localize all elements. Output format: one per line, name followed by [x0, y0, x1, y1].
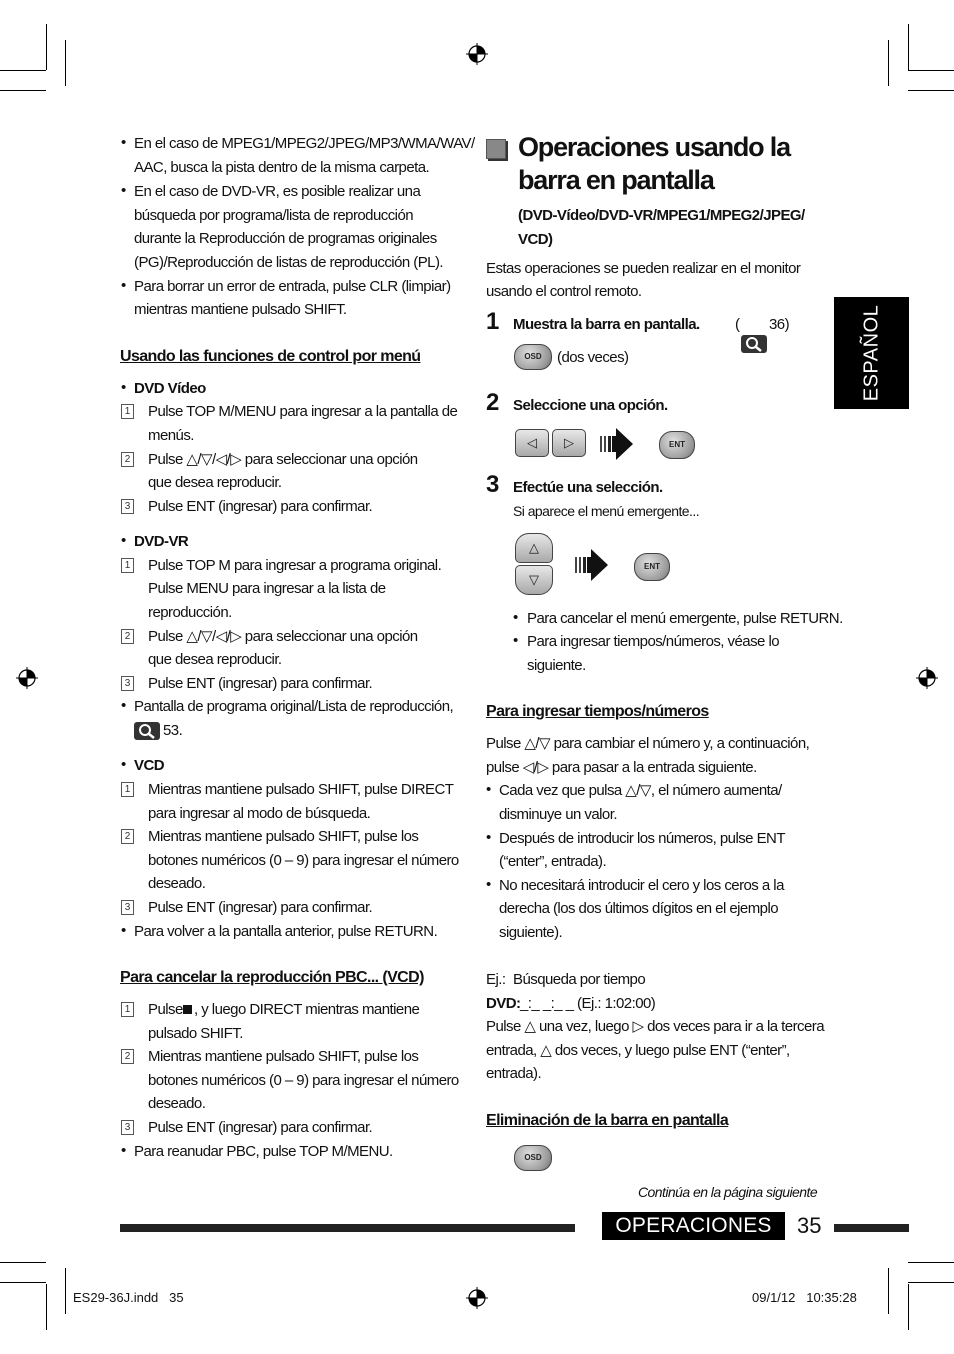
bullet-dot: •	[486, 876, 492, 893]
crop-mark	[0, 70, 46, 71]
step-text: Muestra la barra en pantalla.	[513, 316, 700, 333]
text-line: Para cancelar el menú emergente, pulse RETURN.	[527, 610, 843, 627]
text-line: reproducción.	[148, 604, 232, 621]
language-tab	[834, 297, 909, 409]
footer-rule-right	[834, 1224, 909, 1232]
step-box: 3	[121, 1120, 134, 1135]
step-sub: Si aparece el menú emergente...	[513, 503, 700, 519]
crop-mark	[908, 70, 954, 71]
dvd-value: _:_ _:_ _ (Ej.: 1:02:00)	[520, 995, 656, 1012]
text-line: Para borrar un error de entrada, pulse CLR (limpiar)	[134, 278, 451, 295]
text-line: Pulse △/▽/◁/▷ para seleccionar una opción	[148, 628, 418, 645]
bullet-dot: •	[121, 532, 127, 549]
dvd-label: DVD:	[486, 995, 521, 1012]
ent-button: ENT	[634, 553, 670, 581]
text-line: pulsado SHIFT.	[148, 1025, 243, 1042]
crop-mark	[908, 1282, 954, 1283]
text-line: entrada).	[486, 1065, 542, 1082]
text-line: Pulse △/▽/◁/▷ para seleccionar una opción	[148, 451, 418, 468]
text-line: para ingresar al modo de búsqueda.	[148, 805, 371, 822]
step-box: 1	[121, 558, 134, 573]
text-line: (PG)/Reproducción de listas de reproducción (PL).	[134, 254, 444, 271]
vcd-title: VCD	[134, 757, 165, 774]
registration-mark-icon	[466, 43, 488, 65]
step-box: 3	[121, 676, 134, 691]
example-text: Búsqueda por tiempo	[513, 971, 646, 988]
crop-mark	[0, 90, 46, 91]
registration-mark-icon	[466, 1287, 488, 1309]
pbc-heading: Para cancelar la reproducción PBC... (VCD)	[120, 969, 424, 986]
text-line: En el caso de MPEG1/MPEG2/JPEG/MP3/WMA/WAV/	[134, 135, 475, 152]
crop-mark	[888, 1268, 889, 1314]
crop-mark	[46, 1284, 47, 1330]
menu-heading: Usando las funciones de control por menú	[120, 348, 421, 365]
step-ref-open: (	[735, 316, 740, 333]
text-line: disminuye un valor.	[499, 806, 617, 823]
bullet-dot: •	[121, 756, 127, 773]
registration-mark-icon	[16, 667, 38, 689]
crop-mark	[0, 1262, 46, 1263]
arrow-right-icon	[575, 545, 609, 585]
text-line: (“enter”, entrada).	[499, 853, 607, 870]
step-number: 3	[486, 471, 500, 498]
page-number: 35	[797, 1213, 822, 1238]
bullet-dot: •	[121, 277, 127, 294]
intro-text: Estas operaciones se pueden realizar en el monitor	[486, 260, 801, 277]
text-line: Pulse △ una vez, luego ▷ dos veces para ir a la tercera	[486, 1018, 825, 1035]
right-arrow-button: ▷	[552, 429, 586, 457]
bullet-dot: •	[121, 922, 127, 939]
text-line: botones numéricos (0 – 9) para ingresar el número	[148, 1072, 459, 1089]
crop-mark	[908, 1284, 909, 1330]
text-line: menús.	[148, 427, 194, 444]
bullet-dot: •	[486, 829, 492, 846]
bullet-dot: •	[513, 609, 519, 626]
text-line: Mientras mantiene pulsado SHIFT, pulse los	[148, 828, 419, 845]
step-text: Efectúe una selección.	[513, 479, 663, 496]
text-line: siguiente).	[499, 924, 563, 941]
step-number: 1	[486, 308, 500, 335]
crop-mark	[0, 1282, 46, 1283]
text-line: que desea reproducir.	[148, 474, 282, 491]
osd-button: OSD	[514, 344, 552, 370]
text-line: Para reanudar PBC, pulse TOP M/MENU.	[134, 1143, 393, 1160]
text-line: Pulse	[148, 1001, 183, 1018]
text-line: siguiente.	[527, 657, 586, 674]
example-label: Ej.:	[486, 971, 506, 988]
bullet-dot: •	[121, 182, 127, 199]
crop-mark	[46, 24, 47, 70]
times-heading: Para ingresar tiempos/números	[486, 703, 709, 720]
text-line: 53.	[163, 722, 183, 739]
text-line: En el caso de DVD-VR, es posible realizar una	[134, 183, 421, 200]
file-info: ES29-36J.indd 35	[73, 1290, 184, 1305]
bullet-dot: •	[121, 134, 127, 151]
text-line: Mientras mantiene pulsado SHIFT, pulse los	[148, 1048, 419, 1065]
osd-button: OSD	[514, 1145, 552, 1171]
reference-search-icon	[134, 722, 160, 740]
arrow-right-icon	[600, 424, 634, 464]
intro-text: usando el control remoto.	[486, 283, 642, 300]
step-box: 2	[121, 452, 134, 467]
text-line: Para ingresar tiempos/números, véase lo	[527, 633, 780, 650]
step-box: 3	[121, 499, 134, 514]
formats: (DVD-Vídeo/DVD-VR/MPEG1/MPEG2/JPEG/	[518, 207, 805, 224]
left-arrow-button: ◁	[515, 429, 549, 457]
ent-button: ENT	[659, 431, 695, 459]
text-line: Cada vez que pulsa △/▽, el número aumenta/	[499, 782, 782, 799]
text-line: que desea reproducir.	[148, 651, 282, 668]
step-box: 1	[121, 782, 134, 797]
continue-note: Continúa en la página siguiente	[638, 1184, 818, 1200]
text-line: deseado.	[148, 1095, 206, 1112]
page-title: Operaciones usando la	[518, 132, 790, 162]
language-tab-label: ESPAÑOL	[860, 304, 882, 402]
remove-heading: Eliminación de la barra en pantalla	[486, 1112, 729, 1129]
section-square-icon	[486, 139, 506, 159]
formats: VCD)	[518, 231, 553, 248]
bullet-dot: •	[513, 632, 519, 649]
step-box: 1	[121, 404, 134, 419]
bullet-dot: •	[121, 1142, 127, 1159]
step-box: 2	[121, 829, 134, 844]
stop-icon	[183, 1005, 192, 1014]
crop-mark	[888, 40, 889, 86]
bullet-dot: •	[121, 379, 127, 396]
step-box: 2	[121, 629, 134, 644]
text-line: entrada, △ dos veces, y luego pulse ENT (“enter”,	[486, 1042, 790, 1059]
dos-veces: (dos veces)	[557, 349, 629, 366]
text-line: Pantalla de programa original/Lista de reproducción,	[134, 698, 454, 715]
text-line: No necesitará introducir el cero y los ceros a la	[499, 877, 784, 894]
text-line: Pulse ENT (ingresar) para confirmar.	[148, 498, 373, 515]
step-box: 2	[121, 1049, 134, 1064]
text-line: Mientras mantiene pulsado SHIFT, pulse DIRECT	[148, 781, 454, 798]
text-line: Pulse ENT (ingresar) para confirmar.	[148, 675, 373, 692]
crop-mark	[65, 1268, 66, 1314]
step-number: 2	[486, 389, 500, 416]
text-line: Pulse MENU para ingresar a la lista de	[148, 580, 386, 597]
bullet-dot: •	[121, 697, 127, 714]
crop-mark	[65, 40, 66, 86]
reference-search-icon	[741, 335, 767, 353]
dvd-video-title: DVD Vídeo	[134, 380, 206, 397]
dvd-vr-title: DVD-VR	[134, 533, 189, 550]
registration-mark-icon	[916, 667, 938, 689]
text-line: durante la Reproducción de programas originales	[134, 230, 437, 247]
footer-rule-left	[120, 1224, 575, 1232]
text-line: Pulse TOP M para ingresar a programa original.	[148, 557, 442, 574]
text-line: deseado.	[148, 875, 206, 892]
text-line: , y luego DIRECT mientras mantiene	[194, 1001, 420, 1018]
crop-mark	[908, 24, 909, 70]
step-box: 1	[121, 1002, 134, 1017]
section-label: OPERACIONES	[615, 1214, 772, 1237]
bullet-dot: •	[486, 781, 492, 798]
crop-mark	[908, 90, 954, 91]
text-line: botones numéricos (0 – 9) para ingresar el número	[148, 852, 459, 869]
section-label-box	[602, 1212, 785, 1240]
text-line: búsqueda por programa/lista de reproducción	[134, 207, 414, 224]
text-line: derecha (los dos últimos dígitos en el ejemplo	[499, 900, 779, 917]
text-line: Para volver a la pantalla anterior, pulse RETURN.	[134, 923, 438, 940]
text-line: mientras mantiene pulsado SHIFT.	[134, 301, 347, 318]
text-line: Pulse TOP M/MENU para ingresar a la pantalla de	[148, 403, 458, 420]
step-ref: 36)	[769, 316, 790, 333]
page-title: barra en pantalla	[518, 165, 714, 195]
step-text: Seleccione una opción.	[513, 397, 668, 414]
text-line: Pulse ENT (ingresar) para confirmar.	[148, 899, 373, 916]
step-box: 3	[121, 900, 134, 915]
text-line: AAC, busca la pista dentro de la misma carpeta.	[134, 159, 430, 176]
text-line: Después de introducir los números, pulse ENT	[499, 830, 785, 847]
up-arrow-button: △	[515, 533, 553, 563]
text-line: Pulse ENT (ingresar) para confirmar.	[148, 1119, 373, 1136]
date-info: 09/1/12 10:35:28	[752, 1290, 857, 1305]
text-line: pulse ◁/▷ para pasar a la entrada siguiente.	[486, 759, 757, 776]
crop-mark	[908, 1262, 954, 1263]
text-line: Pulse △/▽ para cambiar el número y, a continuación,	[486, 735, 810, 752]
down-arrow-button: ▽	[515, 565, 553, 595]
